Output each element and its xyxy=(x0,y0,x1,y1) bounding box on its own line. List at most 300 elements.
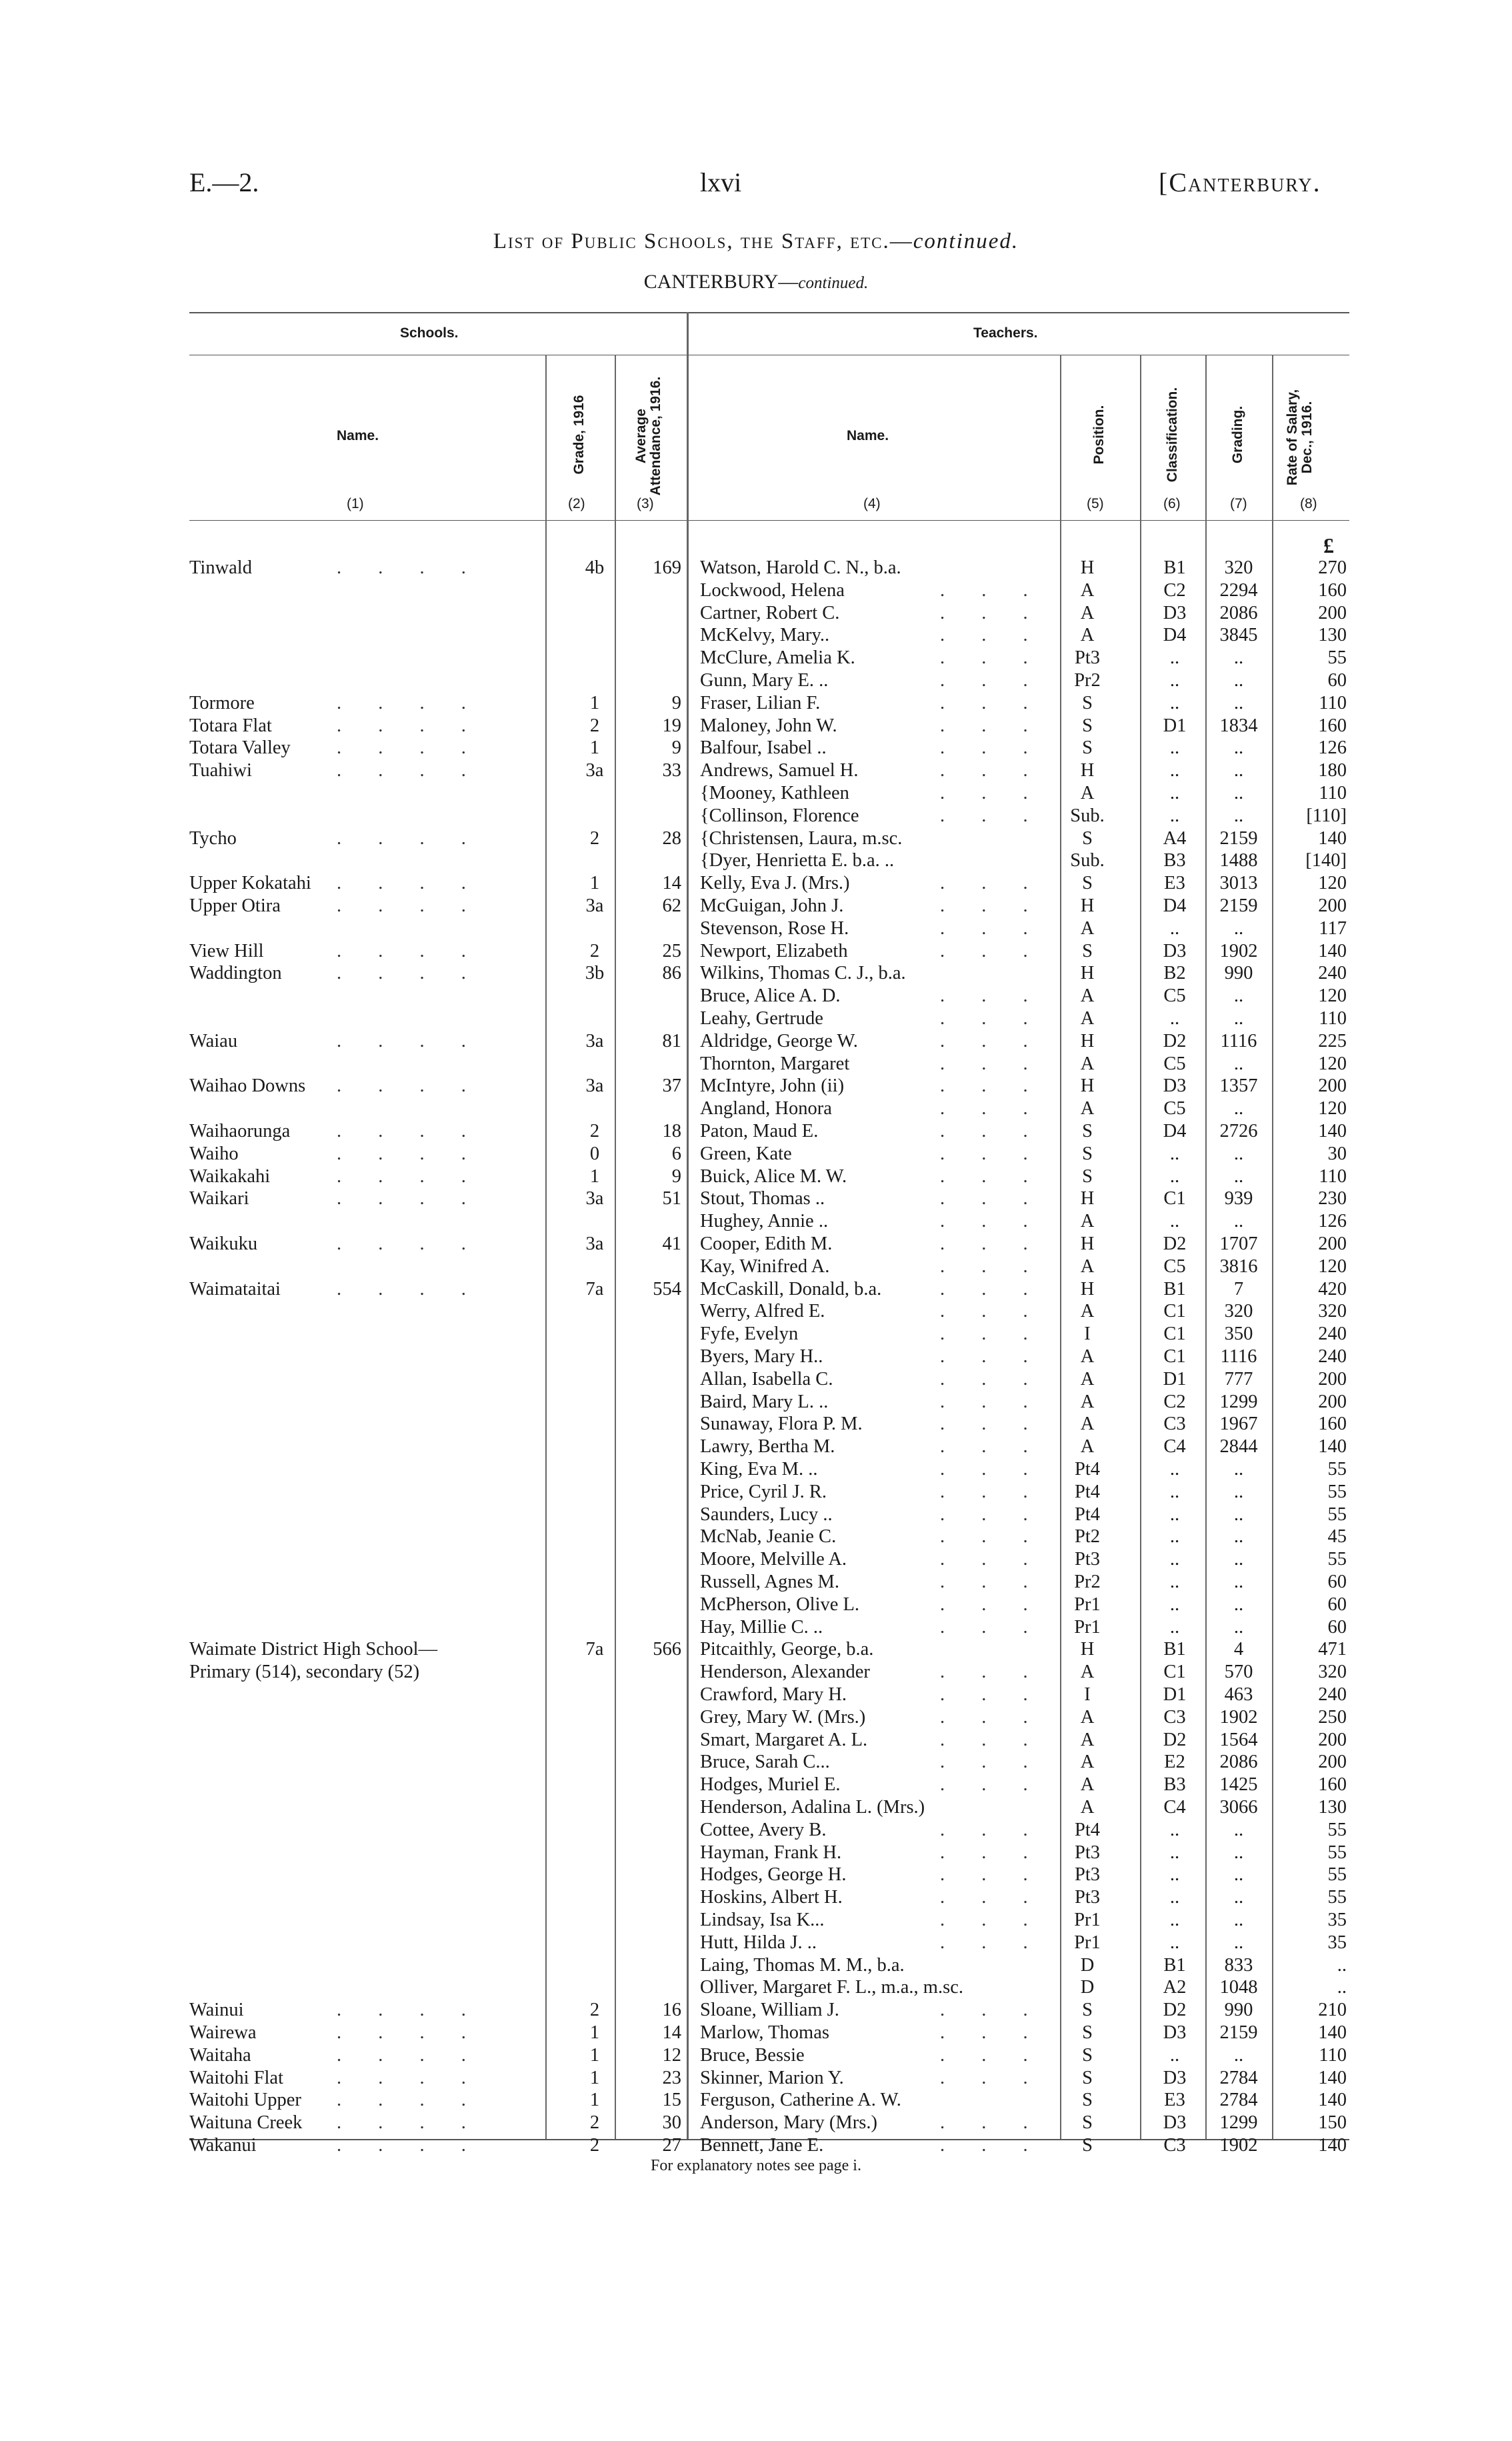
leader-dots: . . . xyxy=(940,1662,1044,1683)
school-attendance: 86 xyxy=(662,963,681,984)
teacher-salary: 320 xyxy=(1318,1301,1347,1322)
teacher-classification: D3 xyxy=(1163,2067,1187,2088)
page-title-continued: continued. xyxy=(913,229,1019,253)
teacher-position: A xyxy=(1080,1211,1095,1232)
teacher-classification: .. xyxy=(1169,783,1180,803)
teacher-salary: 140 xyxy=(1318,2022,1347,2043)
school-grade: 1 xyxy=(589,2044,600,2066)
teacher-grading: 2784 xyxy=(1219,2067,1258,2088)
table-row xyxy=(0,1796,1512,1818)
teacher-classification: D3 xyxy=(1163,1075,1187,1097)
teacher-name: Balfour, Isabel .. xyxy=(700,737,827,759)
school-attendance: 9 xyxy=(671,737,681,759)
col-number-1: (1) xyxy=(347,496,364,511)
teacher-position: A xyxy=(1080,1098,1095,1119)
teacher-position: A xyxy=(1080,985,1095,1007)
teacher-name: Paton, Maud E. xyxy=(700,1121,819,1141)
table-row xyxy=(0,917,1512,939)
teacher-name: Gunn, Mary E. .. xyxy=(700,670,829,691)
leader-dots: . . . xyxy=(940,1165,1044,1187)
teacher-name: Andrews, Samuel H. xyxy=(700,760,859,781)
teacher-name: Bruce, Alice A. D. xyxy=(700,985,841,1007)
teacher-name: McNab, Jeanie C. xyxy=(700,1526,837,1548)
teacher-grading: .. xyxy=(1233,1526,1244,1548)
currency-sign: £ xyxy=(1323,533,1334,557)
teacher-position: S xyxy=(1082,2044,1093,2066)
school-grade: 1 xyxy=(589,2067,600,2088)
teachers-heading: Teachers. xyxy=(973,325,1038,341)
table-row xyxy=(0,1053,1512,1075)
teacher-classification: D3 xyxy=(1163,602,1187,623)
teacher-name: Lockwood, Helena xyxy=(700,579,845,601)
leader-dots: . . . xyxy=(940,1368,1044,1390)
school-grade: 2 xyxy=(589,940,600,961)
leader-dots: . . . . xyxy=(337,2112,482,2134)
school-name: Waihaorunga xyxy=(189,1121,291,1141)
table-row xyxy=(0,782,1512,804)
teacher-classification: C1 xyxy=(1163,1301,1186,1322)
teacher-salary: 120 xyxy=(1318,1256,1347,1277)
teacher-grading: 350 xyxy=(1224,1324,1253,1345)
leader-dots: . . . xyxy=(940,1684,1044,1705)
table-row xyxy=(0,669,1512,691)
teacher-name: Grey, Mary W. (Mrs.) xyxy=(700,1706,866,1728)
teacher-position: A xyxy=(1080,602,1095,623)
school-name: Waimataitai xyxy=(189,1278,281,1300)
teacher-position: H xyxy=(1080,557,1095,578)
leader-dots: . . . xyxy=(940,805,1044,826)
leader-dots: . . . xyxy=(940,1436,1044,1458)
table-row xyxy=(0,1030,1512,1052)
school-attendance: 81 xyxy=(662,1030,681,1051)
school-attendance: 169 xyxy=(653,557,681,578)
teacher-position: S xyxy=(1082,715,1093,736)
teacher-salary: .. xyxy=(1337,1954,1347,1976)
leader-dots: . . . xyxy=(940,1098,1044,1119)
teacher-name: Hayman, Frank H. xyxy=(700,1842,842,1863)
teacher-salary: 240 xyxy=(1318,1684,1347,1705)
teacher-salary: 55 xyxy=(1327,1459,1347,1480)
school-attendance: 37 xyxy=(662,1075,681,1097)
teacher-classification: D4 xyxy=(1163,1121,1187,1141)
teacher-classification: .. xyxy=(1169,647,1180,669)
leader-dots: . . . xyxy=(940,1910,1044,1930)
teacher-position: S xyxy=(1082,2135,1093,2156)
school-grade: 2 xyxy=(589,2000,600,2021)
leader-dots: . . . xyxy=(940,625,1044,646)
leader-dots: . . . . xyxy=(337,1188,482,1209)
leader-dots: . . . . xyxy=(337,737,482,759)
school-attendance: 33 xyxy=(662,760,681,781)
teacher-classification: D2 xyxy=(1163,1729,1187,1750)
school-attendance: 30 xyxy=(662,2112,681,2134)
teacher-salary: 35 xyxy=(1327,1910,1347,1930)
col-number-8: (8) xyxy=(1300,496,1317,511)
teacher-classification: B2 xyxy=(1163,963,1186,984)
school-name: Wainui xyxy=(189,2000,244,2021)
school-grade: 7a xyxy=(585,1639,604,1660)
teacher-salary: 60 xyxy=(1327,670,1347,691)
teacher-position: A xyxy=(1080,1662,1095,1683)
school-name: Tuahiwi xyxy=(189,760,252,781)
leader-dots: . . . xyxy=(940,2044,1044,2066)
school-attendance: 23 xyxy=(662,2067,681,2088)
leader-dots: . . . xyxy=(940,2000,1044,2021)
teacher-classification: D2 xyxy=(1163,2000,1187,2021)
teacher-classification: B3 xyxy=(1163,850,1186,871)
teacher-position: Pr2 xyxy=(1074,1572,1101,1592)
teacher-classification: .. xyxy=(1169,1526,1180,1548)
teacher-name: Watson, Harold C. N., b.a. xyxy=(700,557,901,578)
table-row xyxy=(0,1999,1512,2021)
school-name: Waiau xyxy=(189,1030,238,1051)
table-row xyxy=(0,1932,1512,1954)
teacher-name: Anderson, Mary (Mrs.) xyxy=(700,2112,877,2134)
leader-dots: . . . xyxy=(940,1346,1044,1367)
teacher-classification: C4 xyxy=(1163,1436,1186,1458)
leader-dots: . . . xyxy=(940,1459,1044,1480)
leader-dots: . . . xyxy=(940,2022,1044,2043)
teacher-salary: 130 xyxy=(1318,625,1347,646)
teacher-position: H xyxy=(1080,1188,1095,1209)
leader-dots: . . . xyxy=(940,692,1044,713)
teacher-salary: 200 xyxy=(1318,1729,1347,1750)
classification-header: Classification. xyxy=(1165,387,1180,483)
school-attendance: 9 xyxy=(671,692,681,713)
teacher-grading: .. xyxy=(1233,1932,1244,1953)
teacher-position: A xyxy=(1080,1797,1095,1818)
table-row xyxy=(0,1007,1512,1029)
teacher-grading: .. xyxy=(1233,2044,1244,2066)
leader-dots: . . . . xyxy=(337,1143,482,1164)
teacher-salary: 110 xyxy=(1319,1165,1347,1187)
teacher-grading: .. xyxy=(1233,917,1244,939)
leader-dots: . . . xyxy=(940,1391,1044,1412)
table-row xyxy=(0,1886,1512,1908)
school-grade: 0 xyxy=(589,1143,600,1164)
table-row xyxy=(0,1571,1512,1593)
teacher-grading: .. xyxy=(1233,1549,1244,1570)
teacher-name: McKelvy, Mary.. xyxy=(700,625,830,646)
school-name: Upper Otira xyxy=(189,895,281,916)
teacher-classification: B1 xyxy=(1163,1639,1186,1660)
teacher-classification: .. xyxy=(1169,670,1180,691)
table-row xyxy=(0,1187,1512,1209)
teacher-grading: 570 xyxy=(1224,1662,1253,1683)
teacher-classification: D4 xyxy=(1163,895,1187,916)
table-row xyxy=(0,1097,1512,1119)
teacher-salary: 240 xyxy=(1318,1324,1347,1345)
teacher-classification: .. xyxy=(1169,917,1180,939)
teacher-salary: 250 xyxy=(1318,1706,1347,1728)
table-row xyxy=(0,849,1512,871)
teacher-salary: 55 xyxy=(1327,1481,1347,1502)
teacher-classification: .. xyxy=(1169,1549,1180,1570)
teacher-grading: 1902 xyxy=(1219,2135,1258,2156)
teacher-grading: 1116 xyxy=(1220,1030,1257,1051)
leader-dots: . . . xyxy=(940,1075,1044,1097)
teacher-position: H xyxy=(1080,1075,1095,1097)
teacher-classification: C5 xyxy=(1163,1256,1186,1277)
teacher-name: McIntyre, John (ii) xyxy=(700,1075,845,1097)
leader-dots: . . . xyxy=(940,647,1044,669)
table-row xyxy=(0,1976,1512,1998)
teacher-salary: 140 xyxy=(1318,1121,1347,1141)
teacher-position: I xyxy=(1084,1684,1091,1705)
teacher-grading: .. xyxy=(1233,1887,1244,1908)
teacher-name: Russell, Agnes M. xyxy=(700,1572,840,1592)
leader-dots: . . . xyxy=(940,2112,1044,2134)
teacher-classification: .. xyxy=(1169,1504,1180,1525)
teacher-position: A xyxy=(1080,1346,1095,1367)
teacher-classification: .. xyxy=(1169,2044,1180,2066)
teacher-grading: 1967 xyxy=(1219,1414,1258,1435)
teacher-salary: 160 xyxy=(1318,715,1347,736)
page-number: lxvi xyxy=(700,167,742,197)
table-row xyxy=(0,1210,1512,1232)
school-grade: 3a xyxy=(585,895,604,916)
teacher-classification: D1 xyxy=(1163,715,1187,736)
school-attendance: 566 xyxy=(653,1639,681,1660)
teacher-position: A xyxy=(1080,783,1095,803)
teacher-classification: .. xyxy=(1169,760,1180,781)
teacher-position: S xyxy=(1082,873,1093,894)
teacher-salary: 150 xyxy=(1318,2112,1347,2134)
teacher-position: H xyxy=(1080,895,1095,916)
teacher-classification: E3 xyxy=(1164,2090,1185,2111)
teacher-position: Pr2 xyxy=(1074,670,1101,691)
table-row xyxy=(0,940,1512,962)
teacher-salary: 110 xyxy=(1319,783,1347,803)
teacher-salary: 160 xyxy=(1318,579,1347,601)
teacher-position: H xyxy=(1080,1234,1095,1254)
footnote: For explanatory notes see page i. xyxy=(651,2157,861,2174)
teacher-name: Maloney, John W. xyxy=(700,715,837,736)
teacher-name: Leahy, Gertrude xyxy=(700,1008,823,1029)
leader-dots: . . . . xyxy=(337,2135,482,2156)
teacher-name: McGuigan, John J. xyxy=(700,895,844,916)
page-subtitle xyxy=(0,271,1512,293)
teacher-grading: 990 xyxy=(1224,963,1253,984)
school-name: Tormore xyxy=(189,692,255,713)
table-row xyxy=(0,2067,1512,2089)
school-grade: 1 xyxy=(589,737,600,759)
teacher-name: Thornton, Margaret xyxy=(700,1053,850,1074)
teacher-name: Hoskins, Albert H. xyxy=(700,1887,843,1908)
teacher-salary: 30 xyxy=(1327,1143,1347,1164)
teacher-position: Pt3 xyxy=(1074,1887,1101,1908)
teacher-grading: .. xyxy=(1233,1165,1244,1187)
school-name: Primary (514), secondary (52) xyxy=(189,1662,420,1683)
leader-dots: . . . . xyxy=(337,2022,482,2043)
header-bottom-rule xyxy=(189,520,1349,521)
teacher-grading: 833 xyxy=(1224,1954,1253,1976)
teacher-classification: .. xyxy=(1169,805,1180,826)
teacher-position: S xyxy=(1082,2000,1093,2021)
school-name: Waitaha xyxy=(189,2044,251,2066)
col-number-6: (6) xyxy=(1163,496,1181,511)
teacher-grading: 1116 xyxy=(1220,1346,1257,1367)
leader-dots: . . . xyxy=(940,1549,1044,1570)
teacher-salary: 140 xyxy=(1318,2090,1347,2111)
teacher-classification: .. xyxy=(1169,1572,1180,1592)
school-grade: 3a xyxy=(585,1075,604,1097)
school-attendance: 16 xyxy=(662,2000,681,2021)
teacher-position: S xyxy=(1082,2022,1093,2043)
teacher-name: Werry, Alfred E. xyxy=(700,1301,825,1322)
teacher-position: Pt3 xyxy=(1074,1842,1101,1863)
school-name: Upper Kokatahi xyxy=(189,873,311,894)
teacher-position: D xyxy=(1080,1954,1095,1976)
teacher-classification: .. xyxy=(1169,1887,1180,1908)
teacher-position: H xyxy=(1080,760,1095,781)
leader-dots: . . . . xyxy=(337,760,482,781)
teacher-classification: D3 xyxy=(1163,2112,1187,2134)
table-row xyxy=(0,1774,1512,1796)
page-title xyxy=(0,229,1512,254)
table-row xyxy=(0,1909,1512,1931)
teacher-grading: .. xyxy=(1233,1459,1244,1480)
school-grade: 1 xyxy=(589,692,600,713)
teacher-salary: 225 xyxy=(1318,1030,1347,1051)
leader-dots: . . . xyxy=(940,2067,1044,2088)
teacher-grading: .. xyxy=(1233,1819,1244,1840)
leader-dots: . . . xyxy=(940,1324,1044,1345)
teacher-salary: 200 xyxy=(1318,1234,1347,1254)
teacher-name: Kelly, Eva J. (Mrs.) xyxy=(700,873,850,894)
leader-dots: . . . xyxy=(940,895,1044,916)
leader-dots: . . . . xyxy=(337,827,482,849)
school-attendance: 62 xyxy=(662,895,681,916)
table-row xyxy=(0,1954,1512,1976)
table-row xyxy=(0,1504,1512,1526)
table-row xyxy=(0,1278,1512,1300)
leader-dots: . . . . xyxy=(337,1234,482,1254)
teacher-salary: 200 xyxy=(1318,895,1347,916)
teacher-grading: .. xyxy=(1233,670,1244,691)
school-grade: 2 xyxy=(589,827,600,849)
teacher-grading: .. xyxy=(1233,1211,1244,1232)
teacher-name: King, Eva M. .. xyxy=(700,1459,818,1480)
teacher-grading: 1902 xyxy=(1219,940,1258,961)
table-row xyxy=(0,805,1512,827)
teacher-salary: 140 xyxy=(1318,827,1347,849)
teacher-salary: 55 xyxy=(1327,1887,1347,1908)
teacher-classification: D3 xyxy=(1163,940,1187,961)
teacher-salary: 45 xyxy=(1327,1526,1347,1548)
leader-dots: . . . xyxy=(940,873,1044,894)
teacher-name: {Collinson, Florence xyxy=(700,805,859,826)
teacher-grading: 990 xyxy=(1224,2000,1253,2021)
teacher-classification: C4 xyxy=(1163,1797,1186,1818)
school-grade: 3a xyxy=(585,1234,604,1254)
school-attendance: 14 xyxy=(662,2022,681,2043)
teacher-grading: .. xyxy=(1233,1572,1244,1592)
teacher-name: Baird, Mary L. .. xyxy=(700,1391,829,1412)
teacher-grading: .. xyxy=(1233,692,1244,713)
teacher-salary: [110] xyxy=(1306,805,1347,826)
teacher-classification: A4 xyxy=(1163,827,1187,849)
teacher-position: A xyxy=(1080,1256,1095,1277)
teacher-position: A xyxy=(1080,1706,1095,1728)
school-grade: 3a xyxy=(585,1188,604,1209)
grading-header: Grading. xyxy=(1230,405,1245,464)
teacher-name: McCaskill, Donald, b.a. xyxy=(700,1278,882,1300)
teacher-grading: .. xyxy=(1233,985,1244,1007)
teacher-position: A xyxy=(1080,1368,1095,1390)
school-name: Waituna Creek xyxy=(189,2112,303,2134)
leader-dots: . . . xyxy=(940,1887,1044,1908)
teacher-position: Pr1 xyxy=(1074,1932,1101,1953)
teacher-name: Bennett, Jane E. xyxy=(700,2135,824,2156)
teacher-classification: B1 xyxy=(1163,557,1186,578)
leader-dots: . . . . xyxy=(337,1121,482,1141)
teacher-salary: 200 xyxy=(1318,1752,1347,1773)
leader-dots: . . . . xyxy=(337,895,482,916)
school-grade: 2 xyxy=(589,715,600,736)
teacher-salary: 200 xyxy=(1318,1391,1347,1412)
teacher-salary: 130 xyxy=(1318,1797,1347,1818)
school-attendance: 28 xyxy=(662,827,681,849)
teacher-grading: .. xyxy=(1233,1594,1244,1615)
teacher-grading: 2784 xyxy=(1219,2090,1258,2111)
teacher-grading: 2086 xyxy=(1219,602,1258,623)
teacher-grading: 1048 xyxy=(1219,1977,1258,1998)
table-row xyxy=(0,602,1512,624)
leader-dots: . . . . xyxy=(337,873,482,894)
leader-dots: . . . . xyxy=(337,1278,482,1300)
schools-heading: Schools. xyxy=(400,325,459,341)
teacher-salary: 140 xyxy=(1318,2067,1347,2088)
teacher-classification: C2 xyxy=(1163,579,1186,601)
teacher-classification: .. xyxy=(1169,1594,1180,1615)
teacher-grading: .. xyxy=(1233,783,1244,803)
teacher-name: Saunders, Lucy .. xyxy=(700,1504,833,1525)
school-name: Totara Flat xyxy=(189,715,272,736)
teacher-grading: 3066 xyxy=(1219,1797,1258,1818)
teacher-salary: 200 xyxy=(1318,1075,1347,1097)
teacher-salary: 240 xyxy=(1318,963,1347,984)
teacher-classification: .. xyxy=(1169,1481,1180,1502)
table-row xyxy=(0,1391,1512,1413)
teacher-classification: C2 xyxy=(1163,1391,1186,1412)
table-row xyxy=(0,1548,1512,1570)
school-attendance: 51 xyxy=(662,1188,681,1209)
teacher-classification: C3 xyxy=(1163,2135,1186,2156)
teacher-position: H xyxy=(1080,1639,1095,1660)
teacher-grading: 777 xyxy=(1224,1368,1253,1390)
teacher-grading: .. xyxy=(1233,1910,1244,1930)
teacher-position: A xyxy=(1080,917,1095,939)
table-row xyxy=(0,1346,1512,1368)
teacher-name: Allan, Isabella C. xyxy=(700,1368,833,1390)
teacher-name: Ferguson, Catherine A. W. xyxy=(700,2090,901,2111)
col-number-3: (3) xyxy=(637,496,654,511)
leader-dots: . . . . xyxy=(337,1075,482,1097)
teacher-name: Byers, Mary H.. xyxy=(700,1346,823,1367)
table-row xyxy=(0,1256,1512,1278)
school-name: Waikuku xyxy=(189,1234,258,1254)
teacher-classification: E3 xyxy=(1164,873,1185,894)
table-row xyxy=(0,1684,1512,1706)
leader-dots: . . . . xyxy=(337,715,482,736)
leader-dots: . . . xyxy=(940,1053,1044,1074)
leader-dots: . . . xyxy=(940,1729,1044,1750)
teacher-classification: .. xyxy=(1169,737,1180,759)
teacher-classification: D1 xyxy=(1163,1368,1187,1390)
table-row xyxy=(0,692,1512,714)
grade-header: Grade, 1916 xyxy=(571,395,587,475)
